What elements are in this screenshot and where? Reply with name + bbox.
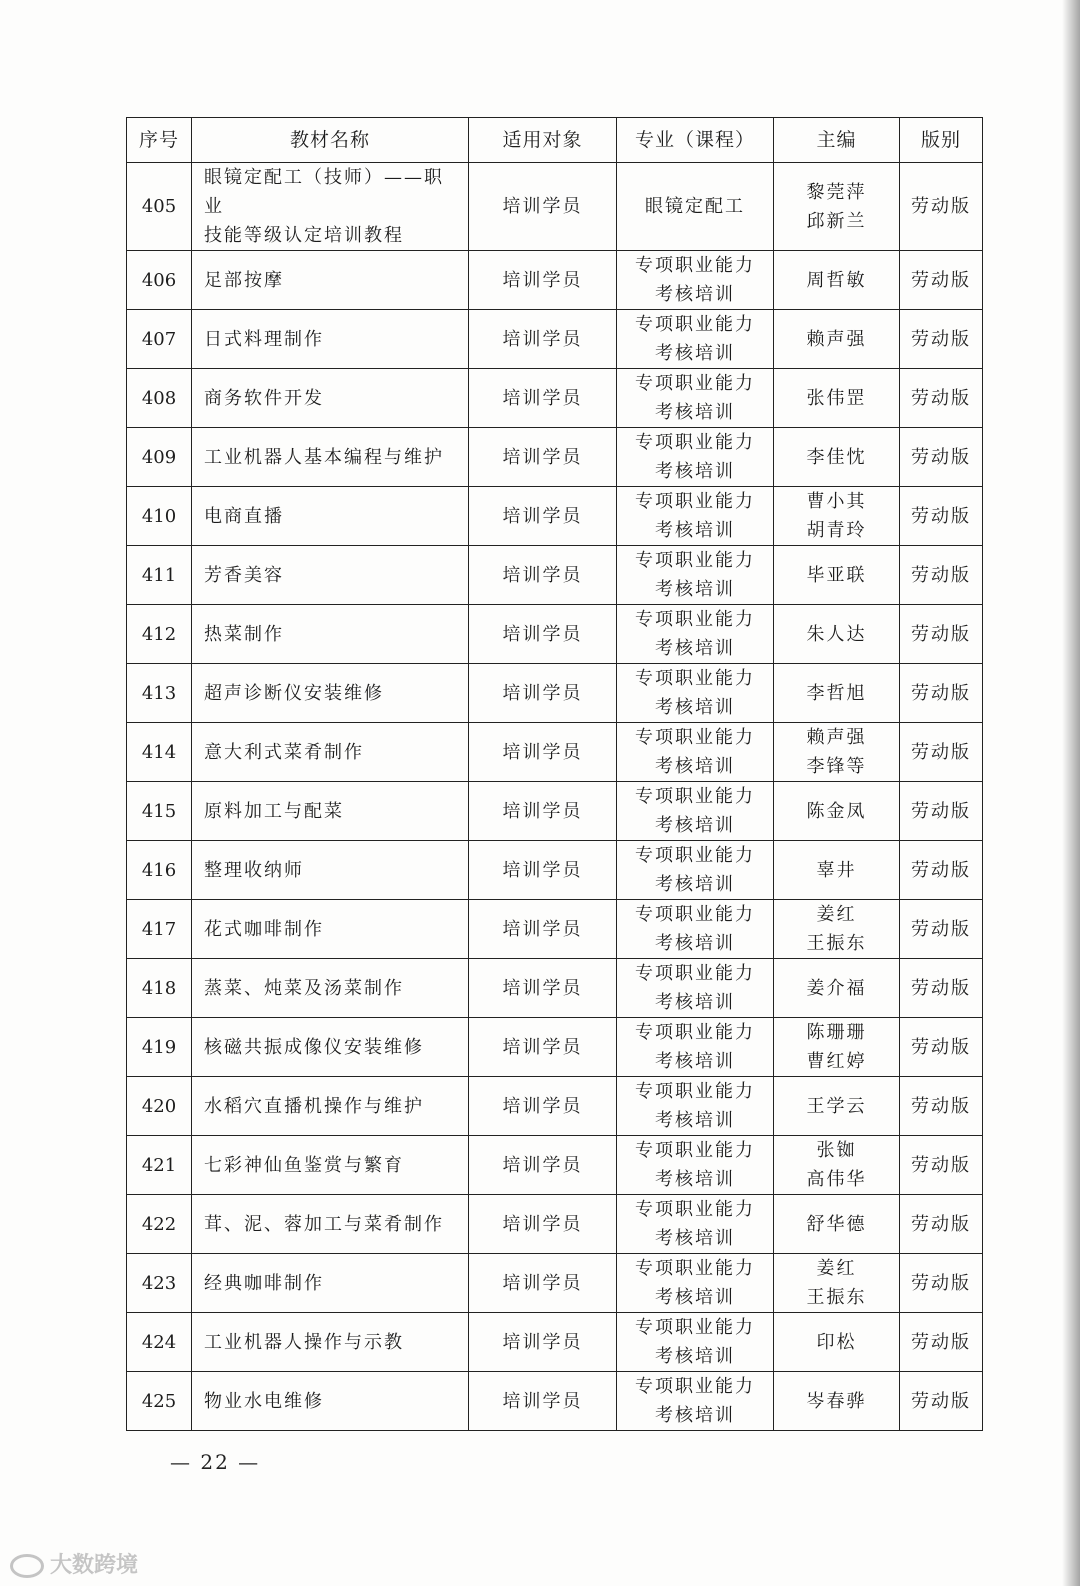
cell-name: 茸、泥、蓉加工与菜肴制作 [192,1195,469,1254]
cell-editor: 黎莞萍 邱新兰 [774,163,900,251]
cell-audience: 培训学员 [469,782,617,841]
table-row [127,1372,983,1431]
cell-audience: 培训学员 [469,1018,617,1077]
cell-edition: 劳动版 [900,1136,983,1195]
table-row [127,251,983,310]
textbook-table [126,117,983,1431]
cell-major: 专项职业能力 考核培训 [617,900,774,959]
table-row [127,723,983,782]
cell-major: 专项职业能力 考核培训 [617,782,774,841]
cell-no: 424 [127,1313,192,1372]
cell-name: 七彩神仙鱼鉴赏与繁育 [192,1136,469,1195]
cell-no: 420 [127,1077,192,1136]
table-row [127,310,983,369]
cell-audience: 培训学员 [469,487,617,546]
cell-name: 原料加工与配菜 [192,782,469,841]
cell-name: 核磁共振成像仪安装维修 [192,1018,469,1077]
cell-editor: 曹小其 胡青玲 [774,487,900,546]
cell-name: 眼镜定配工（技师）——职业 技能等级认定培训教程 [192,163,469,251]
cell-edition: 劳动版 [900,487,983,546]
cell-audience: 培训学员 [469,251,617,310]
cell-major: 专项职业能力 考核培训 [617,664,774,723]
cell-major: 专项职业能力 考核培训 [617,1136,774,1195]
cell-edition: 劳动版 [900,782,983,841]
table-row [127,1313,983,1372]
table-row [127,1254,983,1313]
cell-edition: 劳动版 [900,723,983,782]
cell-no: 408 [127,369,192,428]
table-body [127,163,983,1431]
cell-editor: 岑春骅 [774,1372,900,1431]
cell-no: 425 [127,1372,192,1431]
cell-no: 406 [127,251,192,310]
cell-no: 410 [127,487,192,546]
cell-major: 专项职业能力 考核培训 [617,605,774,664]
cell-name: 足部按摩 [192,251,469,310]
cell-audience: 培训学员 [469,310,617,369]
cell-editor: 姜红 王振东 [774,1254,900,1313]
cell-audience: 培训学员 [469,1372,617,1431]
cell-edition: 劳动版 [900,428,983,487]
cell-major: 专项职业能力 考核培训 [617,1195,774,1254]
cell-major: 专项职业能力 考核培训 [617,1313,774,1372]
cell-major: 专项职业能力 考核培训 [617,841,774,900]
cell-edition: 劳动版 [900,369,983,428]
table-row [127,605,983,664]
cell-no: 422 [127,1195,192,1254]
cell-editor: 舒华德 [774,1195,900,1254]
cell-major: 专项职业能力 考核培训 [617,310,774,369]
cell-audience: 培训学员 [469,959,617,1018]
cell-major: 专项职业能力 考核培训 [617,546,774,605]
table-row [127,959,983,1018]
cell-major: 专项职业能力 考核培训 [617,1372,774,1431]
cell-major: 专项职业能力 考核培训 [617,723,774,782]
cell-audience: 培训学员 [469,369,617,428]
cell-editor: 李佳忱 [774,428,900,487]
cell-audience: 培训学员 [469,900,617,959]
cell-audience: 培训学员 [469,163,617,251]
table-row [127,487,983,546]
cell-editor: 印松 [774,1313,900,1372]
cell-no: 421 [127,1136,192,1195]
header-name: 教材名称 [192,118,469,163]
cell-major: 专项职业能力 考核培训 [617,1254,774,1313]
cell-edition: 劳动版 [900,1195,983,1254]
cell-name: 日式料理制作 [192,310,469,369]
cell-name: 超声诊断仪安装维修 [192,664,469,723]
cell-edition: 劳动版 [900,605,983,664]
cell-name: 经典咖啡制作 [192,1254,469,1313]
cell-edition: 劳动版 [900,1077,983,1136]
cell-editor: 辜井 [774,841,900,900]
cell-edition: 劳动版 [900,251,983,310]
cell-editor: 赖声强 李锋等 [774,723,900,782]
cell-name: 工业机器人操作与示教 [192,1313,469,1372]
cell-audience: 培训学员 [469,1254,617,1313]
cell-edition: 劳动版 [900,1254,983,1313]
cell-audience: 培训学员 [469,664,617,723]
cell-no: 416 [127,841,192,900]
scan-edge-shadow [1062,0,1080,1586]
cell-audience: 培训学员 [469,546,617,605]
cell-editor: 周哲敏 [774,251,900,310]
header-no: 序号 [127,118,192,163]
table-row [127,1136,983,1195]
table-row [127,546,983,605]
table-row [127,428,983,487]
header-edition: 版别 [900,118,983,163]
cell-edition: 劳动版 [900,1372,983,1431]
cell-edition: 劳动版 [900,841,983,900]
cell-name: 水稻穴直播机操作与维护 [192,1077,469,1136]
table-row [127,1195,983,1254]
cell-edition: 劳动版 [900,1018,983,1077]
cell-major: 专项职业能力 考核培训 [617,1018,774,1077]
cell-no: 418 [127,959,192,1018]
table-header-row [127,118,983,163]
cell-no: 423 [127,1254,192,1313]
table-row [127,1018,983,1077]
cell-no: 407 [127,310,192,369]
header-major: 专业（课程） [617,118,774,163]
cell-edition: 劳动版 [900,1313,983,1372]
cell-no: 415 [127,782,192,841]
cell-audience: 培训学员 [469,841,617,900]
table-row [127,369,983,428]
cell-no: 412 [127,605,192,664]
watermark [10,1548,138,1579]
header-editor: 主编 [774,118,900,163]
page-number: — 22 — [170,1450,261,1474]
cell-audience: 培训学员 [469,1136,617,1195]
cell-edition: 劳动版 [900,546,983,605]
cell-name: 花式咖啡制作 [192,900,469,959]
cell-editor: 李哲旭 [774,664,900,723]
cell-no: 411 [127,546,192,605]
cell-name: 意大利式菜肴制作 [192,723,469,782]
cell-edition: 劳动版 [900,900,983,959]
cell-no: 419 [127,1018,192,1077]
cell-no: 414 [127,723,192,782]
cell-no: 405 [127,163,192,251]
cell-editor: 张伟罡 [774,369,900,428]
cell-name: 工业机器人基本编程与维护 [192,428,469,487]
table-row [127,900,983,959]
cell-name: 整理收纳师 [192,841,469,900]
watermark-text: 大数跨境 [50,1553,139,1578]
cell-no: 413 [127,664,192,723]
cell-no: 417 [127,900,192,959]
watermark-logo-icon [10,1554,44,1578]
cell-name: 物业水电维修 [192,1372,469,1431]
cell-major: 专项职业能力 考核培训 [617,959,774,1018]
cell-editor: 姜红 王振东 [774,900,900,959]
cell-name: 蒸菜、炖菜及汤菜制作 [192,959,469,1018]
cell-edition: 劳动版 [900,959,983,1018]
cell-major: 眼镜定配工 [617,163,774,251]
header-audience: 适用对象 [469,118,617,163]
cell-edition: 劳动版 [900,310,983,369]
cell-editor: 姜介福 [774,959,900,1018]
cell-audience: 培训学员 [469,1077,617,1136]
cell-audience: 培训学员 [469,1313,617,1372]
cell-major: 专项职业能力 考核培训 [617,369,774,428]
cell-editor: 陈珊珊 曹红婷 [774,1018,900,1077]
cell-editor: 陈金凤 [774,782,900,841]
cell-name: 商务软件开发 [192,369,469,428]
cell-no: 409 [127,428,192,487]
cell-audience: 培训学员 [469,605,617,664]
cell-editor: 赖声强 [774,310,900,369]
table-row [127,1077,983,1136]
cell-editor: 朱人达 [774,605,900,664]
cell-edition: 劳动版 [900,664,983,723]
cell-major: 专项职业能力 考核培训 [617,1077,774,1136]
cell-major: 专项职业能力 考核培训 [617,487,774,546]
cell-name: 热菜制作 [192,605,469,664]
cell-audience: 培训学员 [469,723,617,782]
cell-name: 芳香美容 [192,546,469,605]
cell-major: 专项职业能力 考核培训 [617,251,774,310]
cell-audience: 培训学员 [469,1195,617,1254]
table-row [127,163,983,251]
cell-major: 专项职业能力 考核培训 [617,428,774,487]
cell-name: 电商直播 [192,487,469,546]
cell-editor: 张铷 高伟华 [774,1136,900,1195]
table-row [127,782,983,841]
table-row [127,841,983,900]
cell-editor: 王学云 [774,1077,900,1136]
cell-editor: 毕亚联 [774,546,900,605]
cell-audience: 培训学员 [469,428,617,487]
table-row [127,664,983,723]
cell-edition: 劳动版 [900,163,983,251]
